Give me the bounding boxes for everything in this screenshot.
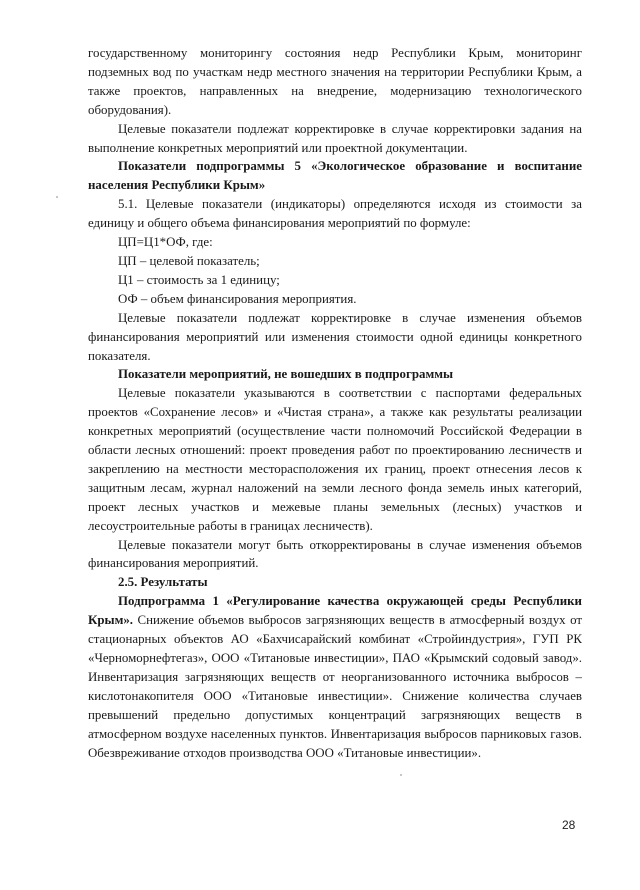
paragraph-5-1: 5.1. Целевые показатели (индикаторы) определяются исходя из стоимости за единицу и общего объема финансирования мероприятий по формуле: [88, 197, 582, 231]
document-page [88, 44, 582, 762]
paragraph-monitoring-continuation: государственному мониторингу состояния недр Республики Крым, мониторинг подземных вод по участкам недр местного значения на территории Республики Крым, а также проектов, направленных на внедрение, модернизацию технологического оборудования). [88, 46, 582, 117]
paragraph-correction-financing: Целевые показатели подлежат корректировке в случае изменения объемов финансирования мероприятий или изменения стоимости одной единицы конкретного показателя. [88, 310, 582, 363]
paragraph-adjustment: Целевые показатели могут быть откорректированы в случае изменения объемов финансирования мероприятий. [88, 537, 582, 571]
heading-subprogram-5: Показатели подпрограммы 5 «Экологическое образование и воспитание населения Республики Крым» [88, 159, 582, 193]
formula-def-c1: Ц1 – стоимость за 1 единицу; [118, 272, 280, 287]
scan-speck [56, 196, 58, 198]
page-number: 28 [562, 818, 576, 832]
subprogram-1-text: Снижение объемов выбросов загрязняющих веществ в атмосферный воздух от стационарных объектов АО «Бахчисарайский комбинат «Стройиндустрия», ГУП РК «Черноморнефтегаз», ООО «Титановые инвестиции», ПАО «Крымский содовый завод». Инвентаризация загрязняющих веществ от неорганизованного источника выбросов – кислотонакопителя ООО «Титановые инвестиции». Снижение количества случаев превышений предельно допустимых концентраций загрязняющих веществ в атмосферном воздухе населенных пунктов. Инвентаризация выбросов парниковых газов. Обезвреживание отходов производства ООО «Титановые инвестиции». [88, 613, 582, 760]
paragraph-federal-projects: Целевые показатели указываются в соответствии с паспортами федеральных проектов «Сохранение лесов» и «Чистая страна», а также как результаты реализации конкретных мероприятий (осуществление части полномочий Российской Федерации в области лесных отношений: проект проведения работ по проектированию лесничеств и закреплению на местности месторасположения их границ, проект отнесения лесов к защитным лесам, журнал наложений на земли лесного фонда земель иных категорий, проект лесных участков и межевые планы земельных (лесных) участков и лесоустроительные работы в границах лесничеств). [88, 386, 582, 533]
subprogram-1-title: Подпрограмма 1 «Регулирование качества окружающей среды Республики Крым». [88, 594, 582, 628]
heading-measures-outside: Показатели мероприятий, не вошедших в подпрограммы [118, 367, 454, 382]
formula-line: ЦП=Ц1*ОФ, где: [118, 235, 213, 250]
formula-def-cp: ЦП – целевой показатель; [118, 253, 260, 268]
paragraph-correction-note: Целевые показатели подлежат корректировке в случае корректировки задания на выполнение конкретных мероприятий или проектной документации. [88, 121, 582, 155]
paragraph-subprogram-1-results [88, 592, 582, 762]
formula-def-of: ОФ – объем финансирования мероприятия. [118, 291, 357, 306]
scan-speck [400, 774, 402, 776]
heading-results: 2.5. Результаты [118, 575, 208, 590]
